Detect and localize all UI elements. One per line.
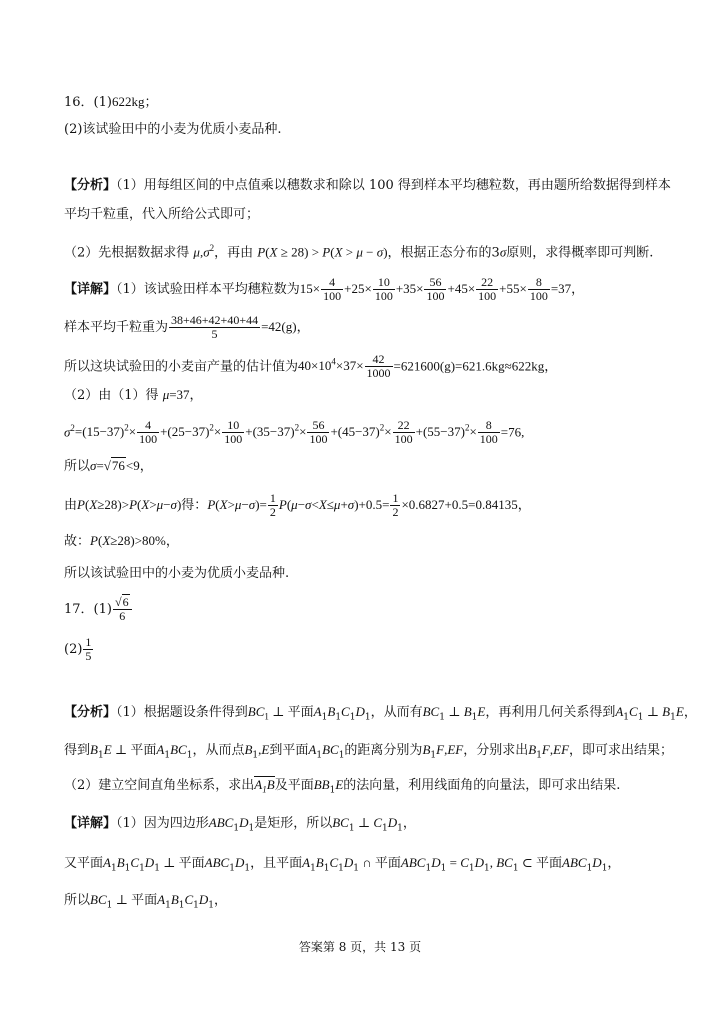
q16-detail-line-9: 所以该试验田中的小麦为优质小麦品种. xyxy=(64,566,290,581)
q16-analysis-line-1: 【分析】（1）用每组区间的中点值乘以穗数求和除以 100 得到样本平均穗粒数，再由题所给数据得到样本 xyxy=(64,178,671,193)
q16-detail-line-2: 样本平均千粒重为 $\frac{38+46+42+40+44}{5}$ =42(g)， xyxy=(64,313,310,341)
q16-answer-2: (2)该试验田中的小麦为优质小麦品种. xyxy=(64,122,282,137)
q17-analysis-line-3: （2）建立空间直角坐标系，求出$A_1B$及平面$BB_1E$的法向量，利用线面角的向量法，即可求出结果. xyxy=(64,777,621,796)
q16-detail-line-8: 故：P(X≥28)>80%， xyxy=(64,533,179,549)
q17-detail-line-3: 所以$BC_1$ ⊥ 平面$A_1B_1C_1D_1$， xyxy=(64,892,228,911)
q17-answer-1: 17．(1) $\frac{√6}{6}$ xyxy=(64,596,133,623)
q17-analysis-line-2: 得到$B_1E$ ⊥ 平面$A_1BC_1$，从而点$B_1,E$到平面$A_1BC_1$的距离分别为$B_1F,EF$，分别求出$B_1F,EF$，即可求出结果； xyxy=(64,742,674,761)
q17-analysis-line-1: 【分析】（1）根据题设条件得到$BC_1$ ⊥ 平面$A_1B_1C_1D_1$，从而有$BC_1$ ⊥ $B_1E$，再利用几何关系得到$A_1C_1$ ⊥ $B_1E$， xyxy=(64,704,697,723)
q17-detail-line-1: 【详解】（1）因为四边形$ABC_1D_1$是矩形，所以$BC_1$ ⊥ $C_1D_1$， xyxy=(64,815,416,834)
q16-detail-line-1: 【详解】（1）该试验田样本平均穗粒数为15× $\frac{4}{100}$ +25× $\frac{10}{100}$ +35× $\frac{56}{100}$ +45× $\frac{22}{100}$ +55× $\frac{8}{100}$ =37， xyxy=(64,275,585,303)
q16-variance-formula: $\sigma^2=(15-37)^2\times$ $\frac{4}{100}$ $+(25-37)^2\times$ $\frac{10}{100}$ $+(35-37)^2\times$ $\frac{56}{100}$ $+(45-37)^2\times$ $\frac{22}{100}$ $+(55-37)^2\times$ $\frac{8}{100}$ =76, xyxy=(64,418,525,447)
page-footer: 答案第 8 页，共 13 页 xyxy=(298,940,422,954)
q16-analysis-line-3: （2）先根据数据求得 $\mu,\sigma^2$，再由 P(X ≥ 28) > P(X > μ − σ)，根据正态分布的3σ原则，求得概率即可判断. xyxy=(64,243,654,261)
q16-detail-line-7: 由P(X≥28)>P(X>μ−σ)得：P(X>μ−σ)= $\frac{1}{2}$ P(μ−σ<X≤μ+σ)+0.5= $\frac{1}{2}$ ×0.6827+0.5=0.84135， xyxy=(64,491,531,519)
q17-answer-2: (2) $\frac{1}{5}$ xyxy=(64,635,92,663)
q16-analysis-line-2: 平均千粒重，代入所给公式即可； xyxy=(64,207,260,222)
q17-detail-line-2: 又平面$A_1B_1C_1D_1$ ⊥ 平面$ABC_1D_1$，且平面$A_1B_1C_1D_1$ ∩ 平面$ABC_1D_1 = C_1D_1$, $BC_1$ ⊂ 平面$ABC_1D_1$， xyxy=(64,855,621,874)
q16-detail-line-6: 所以σ=√76<9， xyxy=(64,458,153,474)
q16-detail-line-3: 所以这块试验田的小麦亩产量的估计值为$40\times 10^4\times 37\times$ $\frac{42}{1000}$ =621600(g)=621.6kg≈622kg， xyxy=(64,352,558,381)
q16-detail-line-4: （2）由（1）得 μ=37， xyxy=(64,387,203,403)
q16-answer-1: 16．(1)622kg； xyxy=(64,94,158,110)
